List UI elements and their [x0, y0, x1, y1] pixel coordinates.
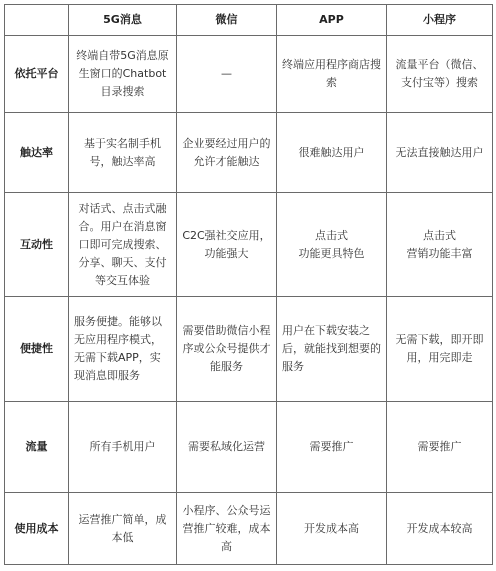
header-5g-message: 5G消息 [69, 5, 177, 36]
table-cell: 无需下载，即开即用，用完即走 [387, 297, 493, 402]
row-label: 触达率 [5, 113, 69, 193]
row-label: 便捷性 [5, 297, 69, 402]
table-cell: C2C强社交应用，功能强大 [177, 193, 277, 297]
table-cell: 开发成本较高 [387, 493, 493, 565]
table-row [5, 493, 493, 565]
table-row [5, 297, 493, 402]
header-wechat: 微信 [177, 5, 277, 36]
table-row [5, 402, 493, 493]
table-cell: 终端应用程序商店搜索 [277, 36, 387, 113]
header-app: APP [277, 5, 387, 36]
table-cell: 点击式 功能更具特色 [277, 193, 387, 297]
row-label: 流量 [5, 402, 69, 493]
header-mini-program: 小程序 [387, 5, 493, 36]
table-cell: 基于实名制手机号，触达率高 [69, 113, 177, 193]
table-cell: 需要私域化运营 [177, 402, 277, 493]
table-cell: — [177, 36, 277, 113]
table-cell: 运营推广简单，成本低 [69, 493, 177, 565]
table-cell: 所有手机用户 [69, 402, 177, 493]
table-row [5, 193, 493, 297]
comparison-table [4, 4, 493, 565]
table-cell: 对话式、点击式融合。用户在消息窗口即可完成搜索、分享、聊天、支付等交互体验 [69, 193, 177, 297]
table-cell: 小程序、公众号运营推广较难，成本高 [177, 493, 277, 565]
header-corner [5, 5, 69, 36]
table-cell: 需要推广 [277, 402, 387, 493]
table-cell: 需要推广 [387, 402, 493, 493]
table-cell: 需要借助微信小程序或公众号提供才能服务 [177, 297, 277, 402]
table-cell: 用户在下载安装之后，就能找到想要的服务 [277, 297, 387, 402]
table-cell: 流量平台（微信、支付宝等）搜索 [387, 36, 493, 113]
table-row [5, 113, 493, 193]
table-cell: 企业要经过用户的允许才能触达 [177, 113, 277, 193]
row-label: 依托平台 [5, 36, 69, 113]
row-label: 互动性 [5, 193, 69, 297]
table-cell: 很难触达用户 [277, 113, 387, 193]
table-cell: 开发成本高 [277, 493, 387, 565]
row-label: 使用成本 [5, 493, 69, 565]
table-row [5, 36, 493, 113]
table-cell: 点击式 营销功能丰富 [387, 193, 493, 297]
table-cell: 终端自带5G消息原生窗口的Chatbot目录搜索 [69, 36, 177, 113]
table-cell: 服务便捷。能够以无应用程序模式，无需下载APP，实现消息即服务 [69, 297, 177, 402]
table-cell: 无法直接触达用户 [387, 113, 493, 193]
header-row [5, 5, 493, 36]
